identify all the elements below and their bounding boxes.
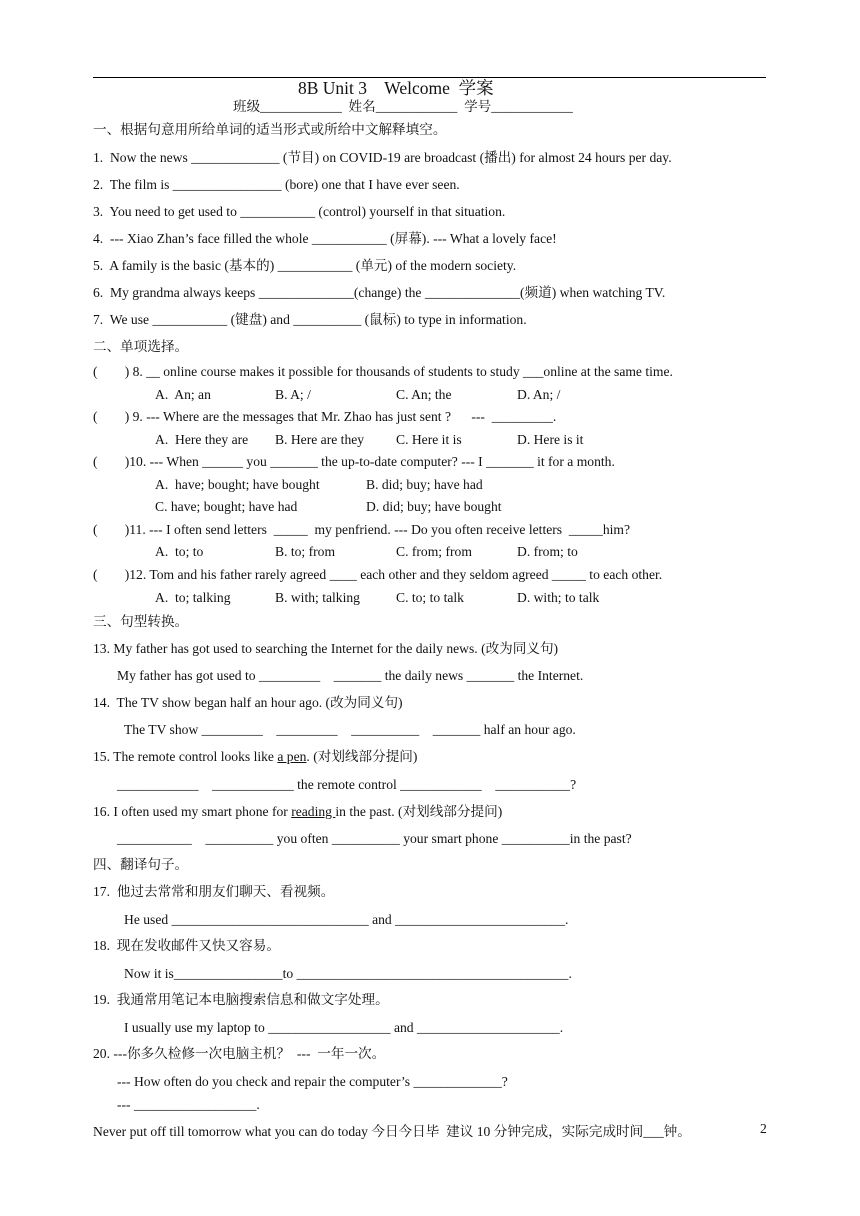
q12-option-c: C. to; to talk	[396, 590, 464, 605]
q14-stem: 14. The TV show began half an hour ago. (改为同义句)	[93, 695, 403, 710]
q12-option-d: D. with; to talk	[517, 590, 600, 605]
q9-option-d: D. Here is it	[517, 432, 584, 447]
section1-heading: 一、根据句意用所给单词的适当形式或所给中文解释填空。	[93, 122, 447, 137]
q17-answer-line: He used _____________________________ and _________________________.	[124, 912, 569, 927]
q10-option-a: A. have; bought; have bought	[155, 477, 320, 492]
s1-item-2: 2. The film is ________________ (bore) one that I have ever seen.	[93, 177, 460, 192]
q15-text-post: . (对划线部分提问)	[306, 749, 418, 764]
q16-text-post: in the past. (对划线部分提问)	[335, 804, 503, 819]
q11-option-b: B. to; from	[275, 544, 336, 559]
q12-option-b: B. with; talking	[275, 590, 360, 605]
q10-option-b: B. did; buy; have had	[366, 477, 483, 492]
q20-answer-line-1: --- How often do you check and repair the computer’s _____________?	[117, 1074, 508, 1089]
q8-option-b: B. A; /	[275, 387, 311, 402]
q11-stem: ( )11. --- I often send letters _____ my penfriend. --- Do you often receive letters _____him?	[93, 522, 631, 537]
q8-option-a: A. An; an	[155, 387, 211, 402]
q20-stem: 20. ---你多久检修一次电脑主机？ --- 一年一次。	[93, 1046, 386, 1061]
q16-stem	[93, 803, 502, 821]
s1-item-4: 4. --- Xiao Zhan’s face filled the whole ___________ (屏幕). --- What a lovely face!	[93, 231, 557, 246]
section2-heading: 二、单项选择。	[93, 339, 189, 354]
q10-option-c: C. have; bought; have had	[155, 499, 298, 514]
q9-option-a: A. Here they are	[155, 432, 249, 447]
s1-item-5: 5. A family is the basic (基本的) ___________ (单元) of the modern society.	[93, 258, 517, 273]
q8-option-c: C. An; the	[396, 387, 452, 402]
q19-answer-line: I usually use my laptop to __________________ and _____________________.	[124, 1020, 564, 1035]
q14-answer-line: The TV show _________ _________ __________ _______ half an hour ago.	[124, 722, 576, 737]
page-number: 2	[760, 1121, 767, 1136]
s1-item-3: 3. You need to get used to ___________ (control) yourself in that situation.	[93, 204, 506, 219]
q16-underlined-part: reading	[291, 804, 336, 819]
q8-option-d: D. An; /	[517, 387, 561, 402]
q11-option-a: A. to; to	[155, 544, 204, 559]
section3-heading: 三、句型转换。	[93, 614, 189, 629]
q12-option-a: A. to; talking	[155, 590, 231, 605]
q13-answer-line: My father has got used to _________ _______ the daily news _______ the Internet.	[117, 668, 584, 683]
q16-text-pre: 16. I often used my smart phone for	[93, 804, 292, 819]
section4-heading: 四、翻译句子。	[93, 857, 189, 872]
q10-option-d: D. did; buy; have bought	[366, 499, 502, 514]
q20-answer-line-2: --- __________________.	[117, 1097, 260, 1112]
q11-option-c: C. from; from	[396, 544, 472, 559]
q10-stem: ( )10. --- When ______ you _______ the up-to-date computer? --- I _______ it for a month.	[93, 454, 615, 469]
q9-option-b: B. Here are they	[275, 432, 365, 447]
q8-stem: ( ) 8. __ online course makes it possible for thousands of students to study ___online at the same time.	[93, 364, 673, 379]
q15-text-pre: 15. The remote control looks like	[93, 749, 278, 764]
q9-stem: ( ) 9. --- Where are the messages that Mr. Zhao has just sent ? --- _________.	[93, 409, 557, 424]
q15-answer-line: ____________ ____________ the remote control ____________ ___________?	[117, 777, 577, 792]
s1-item-1: 1. Now the news _____________ (节目) on COVID-19 are broadcast (播出) for almost 24 hours per day.	[93, 150, 672, 165]
q12-stem: ( )12. Tom and his father rarely agreed ____ each other and they seldom agreed _____ to each other.	[93, 567, 663, 582]
q19-stem: 19. 我通常用笔记本电脑搜索信息和做文字处理。	[93, 992, 389, 1007]
q15-stem	[93, 748, 417, 766]
q9-option-c: C. Here it is	[396, 432, 462, 447]
footer-note: Never put off till tomorrow what you can do today 今日今日毕 建议 10 分钟完成，实际完成时间___钟。	[93, 1124, 691, 1139]
page-title: 8B Unit 3 Welcome 学案	[298, 78, 494, 98]
q18-answer-line: Now it is________________to ________________________________________.	[124, 966, 572, 981]
q13-stem: 13. My father has got used to searching the Internet for the daily news. (改为同义句)	[93, 641, 559, 656]
q17-stem: 17. 他过去常常和朋友们聊天、看视频。	[93, 884, 335, 899]
q16-answer-line: ___________ __________ you often __________ your smart phone __________in the past?	[117, 831, 632, 846]
q11-option-d: D. from; to	[517, 544, 578, 559]
s1-item-7: 7. We use ___________ (键盘) and __________ (鼠标) to type in information.	[93, 312, 527, 327]
student-info-line: 班级____________ 姓名____________ 学号____________	[233, 99, 573, 114]
s1-item-6: 6. My grandma always keeps ______________(change) the ______________(频道) when watching TV.	[93, 285, 666, 300]
q18-stem: 18. 现在发收邮件又快又容易。	[93, 938, 280, 953]
q15-underlined-part: a pen	[277, 749, 307, 764]
